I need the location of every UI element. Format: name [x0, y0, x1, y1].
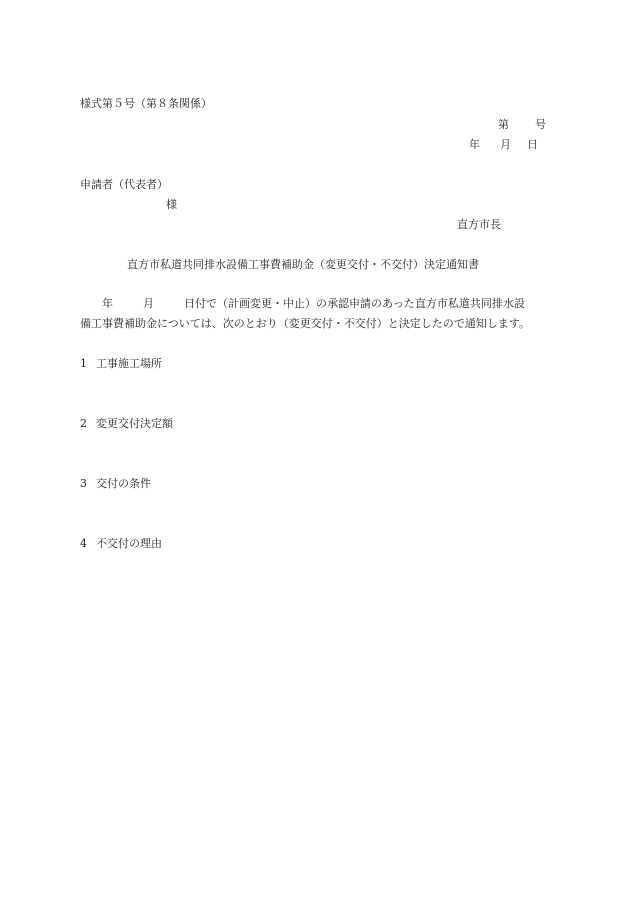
item-4-number: 4 — [80, 537, 87, 550]
item-1-label: 工事施工場所 — [96, 357, 162, 370]
date-month: 月 — [500, 138, 511, 151]
item-3-number: 3 — [80, 477, 87, 490]
body-line-1-rest: 日付で（計画変更・中止）の承認申請のあった直方市私道共同排水設 — [184, 297, 525, 310]
body-month: 月 — [143, 297, 154, 310]
item-2-number: 2 — [80, 417, 87, 430]
issuer-name: 直方市長 — [457, 218, 501, 231]
item-1-number: 1 — [80, 357, 87, 370]
document-date — [469, 138, 538, 152]
body-line-2: 備工事費補助金については、次のとおり（変更交付・不交付）と決定したので通知します。 — [80, 317, 530, 330]
applicant-label: 申請者（代表者） — [80, 178, 168, 191]
item-4-label: 不交付の理由 — [96, 537, 162, 550]
date-day: 日 — [527, 138, 538, 151]
item-1 — [80, 357, 162, 371]
item-2 — [80, 417, 173, 431]
document-title: 直方市私道共同排水設備工事費補助金（変更交付・不交付）決定通知書 — [127, 258, 479, 271]
doc-number-prefix: 第 — [498, 118, 509, 131]
item-3-label: 交付の条件 — [96, 477, 151, 490]
document-number — [498, 118, 546, 132]
item-3 — [80, 477, 151, 491]
item-4 — [80, 537, 162, 551]
item-2-label: 変更交付決定額 — [96, 417, 173, 430]
applicant-honorific: 様 — [166, 198, 177, 211]
date-year: 年 — [469, 138, 480, 151]
body-line-1 — [102, 297, 525, 311]
form-label: 様式第５号（第８条関係） — [80, 97, 212, 110]
doc-number-suffix: 号 — [535, 118, 546, 131]
body-year: 年 — [102, 297, 113, 310]
